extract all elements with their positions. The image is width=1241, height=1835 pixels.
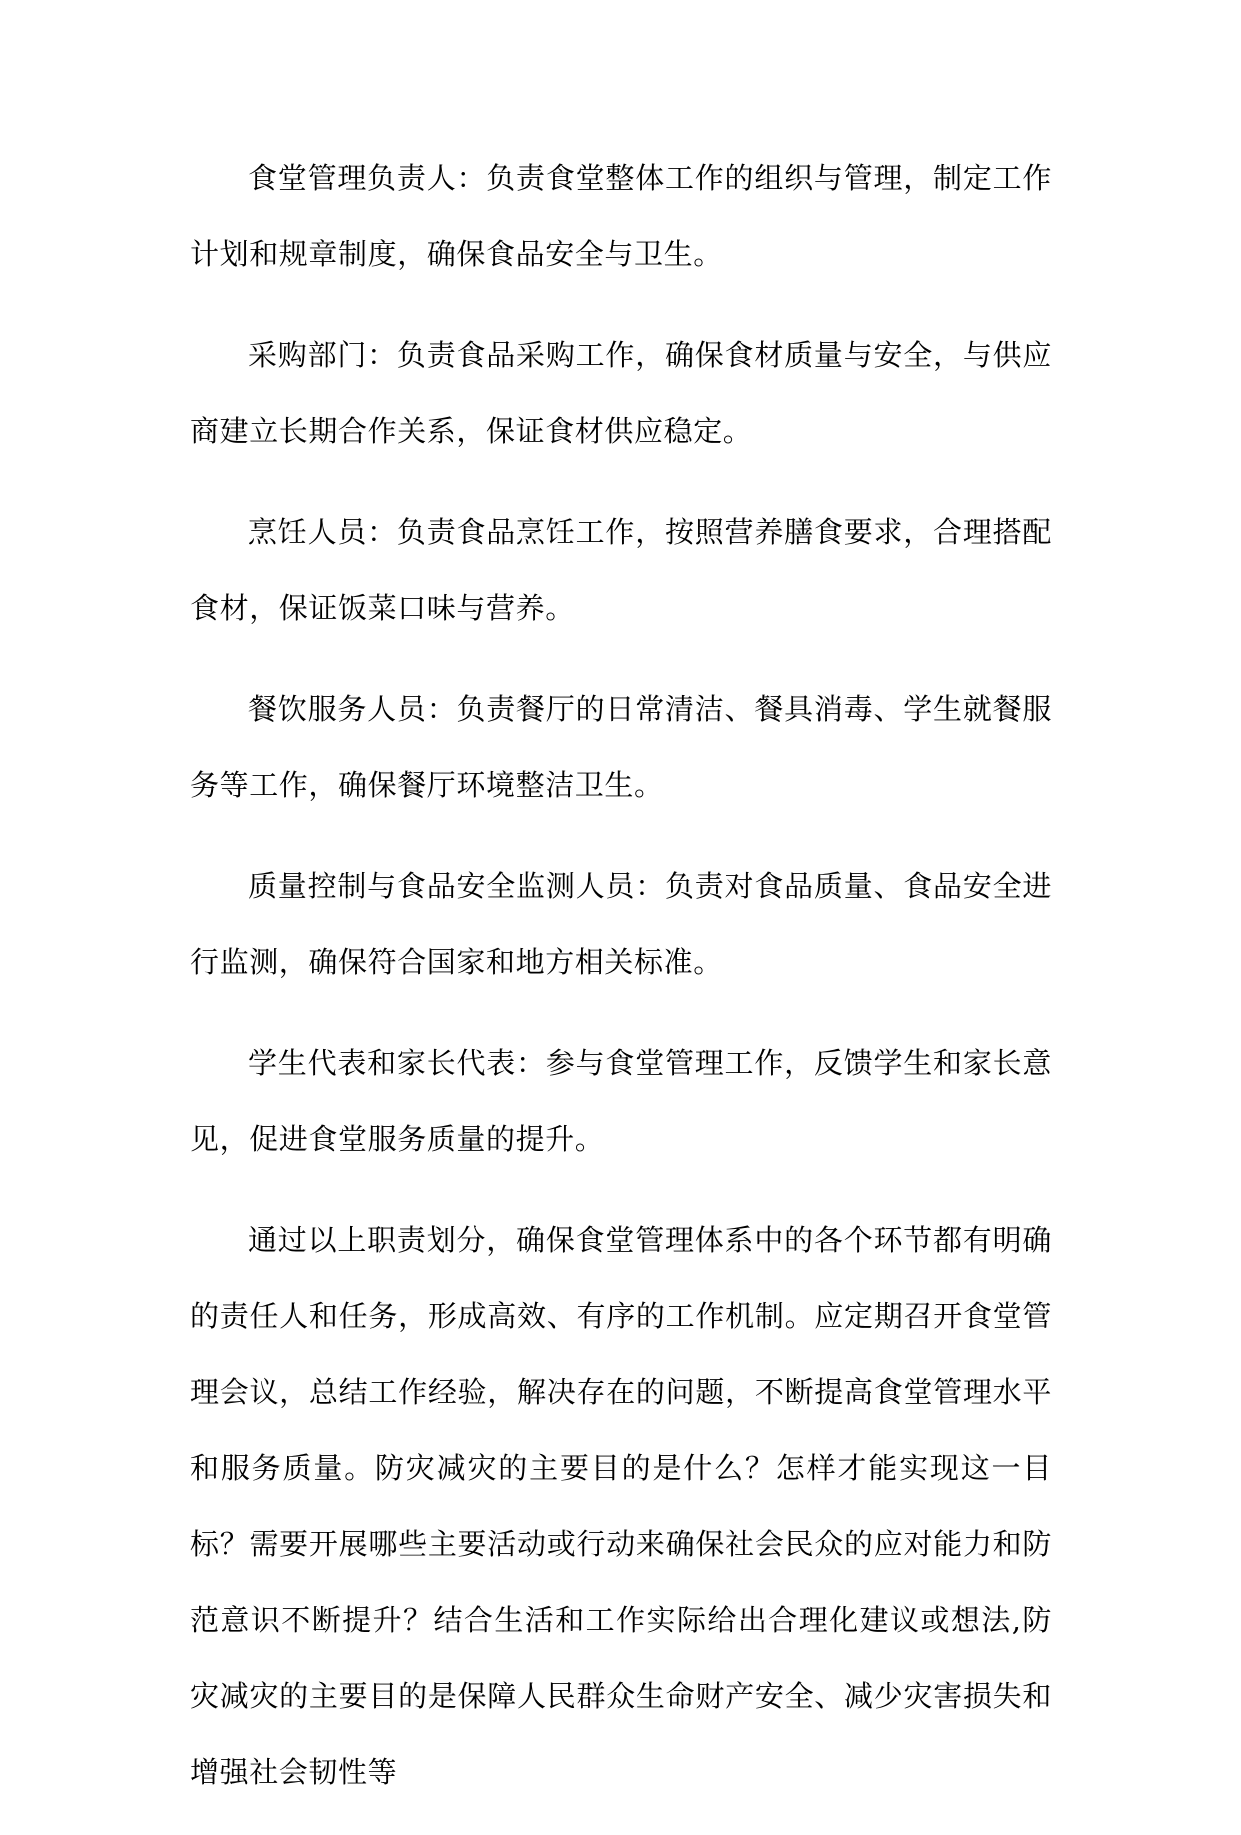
paragraph-cooking-staff: 烹饪人员：负责食品烹饪工作，按照营养膳食要求，合理搭配食材，保证饭菜口味与营养。 — [190, 515, 1052, 625]
paragraph-purchasing-department: 采购部门：负责食品采购工作，确保食材质量与安全，与供应商建立长期合作关系，保证食材供应稳定。 — [190, 338, 1052, 448]
document-page — [190, 140, 1052, 1835]
paragraph-summary-and-disaster-prevention: 通过以上职责划分，确保食堂管理体系中的各个环节都有明确的责任人和任务，形成高效、有序的工作机制。应定期召开食堂管理会议，总结工作经验，解决存在的问题，不断提高食堂管理水平和服务质量。防灾减灾的主要目的是什么？怎样才能实现这一目标？需要开展哪些主要活动或行动来确保社会民众的应对能力和防范意识不断提升？结合生活和工作实际给出合理化建议或想法,防灾减灾的主要目的是保障人民群众生命财产安全、减少灾害损失和增强社会韧性等 — [190, 1223, 1052, 1789]
paragraph-canteen-manager: 食堂管理负责人：负责食堂整体工作的组织与管理，制定工作计划和规章制度，确保食品安全与卫生。 — [190, 161, 1052, 271]
paragraph-service-staff: 餐饮服务人员：负责餐厅的日常清洁、餐具消毒、学生就餐服务等工作，确保餐厅环境整洁卫生。 — [190, 692, 1052, 802]
paragraph-student-parent-reps: 学生代表和家长代表：参与食堂管理工作，反馈学生和家长意见，促进食堂服务质量的提升。 — [190, 1046, 1052, 1156]
paragraph-quality-control: 质量控制与食品安全监测人员：负责对食品质量、食品安全进行监测，确保符合国家和地方相关标准。 — [190, 869, 1052, 979]
